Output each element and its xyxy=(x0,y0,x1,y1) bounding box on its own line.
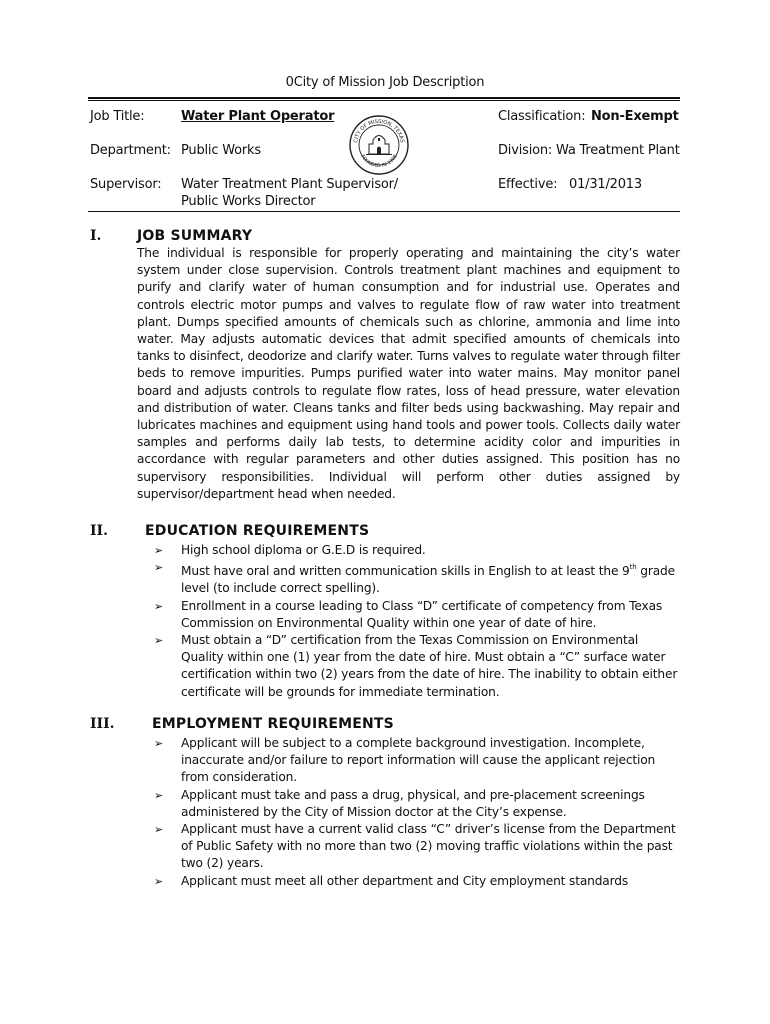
header-top-rule xyxy=(88,97,680,101)
city-seal-logo xyxy=(348,114,410,176)
division-label: Division: xyxy=(498,143,553,158)
department-value: Public Works xyxy=(181,143,261,158)
arrow-bullet-icon: ➢ xyxy=(154,823,164,837)
section-heading-education: EDUCATION REQUIREMENTS xyxy=(145,523,370,539)
job-summary-text: The individual is responsible for properly operating and maintaining the city’s water system under close supervision. Controls treatment plant machines and equipment to purify and clarify water of human consumption and for industrial use. Operates and controls electric motor pumps and valves to regulate flow of raw water into treatment plant. Dumps specified amounts of chemicals such as chlorine, ammonia and lime into water. May adjusts automatic devices that admit specified amounts of chemicals into tanks to disinfect, deodorize and clarify water. Turns valves to regulate water through filter beds to remove impurities. Pumps purified water into water mains. May monitor panel board and adjusts controls to regulate flow rates, loss of head pressure, water elevation and distribution of water. Cleans tanks and filter beds using backwashing. May repair and lubricates machines and equipment using hand tools and power tools. Collects daily water samples and performs daily lab tests, to determine acidity color and impurities in accordance with regular parameters and other duties assigned. This position has no supervisory responsibilities. Individual will perform other duties assigned by supervisor/department head when needed. xyxy=(137,246,680,501)
svg-text:FOUNDED IN 1908: FOUNDED IN 1908 xyxy=(359,154,399,170)
department-label: Department: xyxy=(90,143,171,158)
effective-label: Effective: xyxy=(498,177,558,192)
list-item: ➢ High school diploma or G.E.D is required. xyxy=(154,542,680,559)
classification-value: Non-Exempt xyxy=(591,109,679,124)
section-number-employment: III. xyxy=(90,716,115,732)
list-item: ➢ Applicant will be subject to a complete background investigation. Incomplete, inaccurate and/or failure to report information will cause the applicant rejection from consideration. xyxy=(154,736,656,785)
section-number-education: II. xyxy=(90,523,108,539)
section-heading-employment: EMPLOYMENT REQUIREMENTS xyxy=(152,716,394,732)
header-bottom-rule xyxy=(88,211,680,212)
division-value: Wa Treatment Plant xyxy=(556,143,680,158)
arrow-bullet-icon: ➢ xyxy=(154,788,164,802)
arrow-bullet-icon: ➢ xyxy=(154,544,164,557)
employment-requirements-list xyxy=(154,735,680,890)
education-requirements-list xyxy=(154,542,680,701)
arrow-bullet-icon: ➢ xyxy=(154,737,164,750)
arrow-bullet-icon: ➢ xyxy=(154,561,164,575)
list-item: ➢ Applicant must have a current valid class “C” driver’s license from the Department of Public Safety with no more than two (2) moving traffic violations within the past two (2) years. xyxy=(154,822,676,871)
arrow-bullet-icon: ➢ xyxy=(154,634,164,648)
effective-value: 01/31/2013 xyxy=(569,177,642,192)
supervisor-label: Supervisor: xyxy=(90,177,162,192)
section-number-summary: I. xyxy=(90,228,102,244)
supervisor-value-line1: Water Treatment Plant Supervisor/ xyxy=(181,177,398,192)
job-title-label: Job Title: xyxy=(90,109,145,124)
list-item: ➢ Applicant must meet all other department and City employment standards xyxy=(154,873,680,890)
svg-text:CITY OF MISSION, TEXAS: CITY OF MISSION, TEXAS xyxy=(353,118,405,144)
supervisor-value-line2: Public Works Director xyxy=(181,194,316,209)
classification-label: Classification: xyxy=(498,109,586,124)
list-item: ➢ Must have oral and written communication skills in English to at least the 9th grade level (to include correct spelling). xyxy=(154,561,675,596)
job-title-value: Water Plant Operator xyxy=(181,109,335,124)
arrow-bullet-icon: ➢ xyxy=(154,874,164,888)
arrow-bullet-icon: ➢ xyxy=(154,599,164,613)
document-title: 0City of Mission Job Description xyxy=(285,75,485,90)
list-item: ➢ Enrollment in a course leading to Class “D” certificate of competency from Texas Commission on Environmental Quality within one year of date of hire. xyxy=(154,598,663,630)
section-heading-summary: JOB SUMMARY xyxy=(137,228,253,244)
list-item: ➢ Applicant must take and pass a drug, physical, and pre-placement screenings administered by the City of Mission doctor at the City’s expense. xyxy=(154,787,645,819)
list-item: ➢ Must obtain a “D” certification from the Texas Commission on Environmental Quality within one (1) year from the date of hire. Must obtain a “C” surface water certification within two (2) years from the date of hire. The inability to obtain either certificate will be grounds for immediate termination. xyxy=(154,633,678,699)
